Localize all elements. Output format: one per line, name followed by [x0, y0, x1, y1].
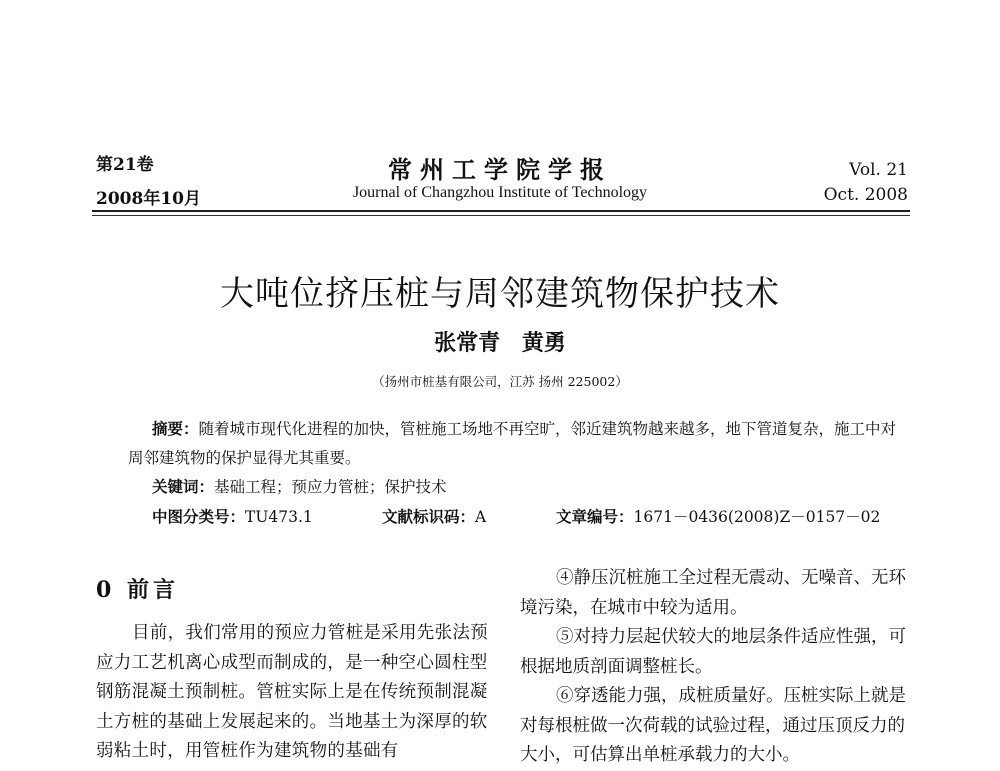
- doc-code-value: A: [475, 508, 487, 526]
- abstract: [128, 414, 898, 473]
- abstract-text: 随着城市现代化进程的加快，管桩施工场地不再空旷，邻近建筑物越来越多，地下管道复杂，施工中对周邻建筑物的保护显得尤其重要。: [128, 420, 897, 467]
- clc-value: TU473.1: [245, 508, 313, 526]
- body-paragraph: ⑤对持力层起伏较大的地层条件适应性强，可根据地质剖面调整桩长。: [520, 627, 906, 677]
- body-paragraph: ④静压沉桩施工全过程无震动、无噪音、无环境污染，在城市中较为适用。: [520, 568, 906, 618]
- volume-label: 第21卷: [96, 155, 154, 175]
- issue-date-label-en: Oct. 2008: [823, 185, 908, 205]
- issue-date-label: 2008年10月: [96, 189, 201, 209]
- volume-label-en: Vol. 21: [849, 160, 908, 180]
- author-affiliation: （扬州市桩基有限公司，江苏 扬州 225002）: [372, 374, 628, 389]
- keywords: [152, 475, 447, 497]
- body-paragraph: ⑥穿透能力强，成桩质量好。压桩实际上就是对每根桩做一次荷载的试验过程，通过压顶反力的大小，可估算出单桩承载力的大小。: [520, 686, 906, 765]
- keywords-text: 基础工程；预应力管桩；保护技术: [214, 478, 447, 496]
- doc-code-label: 文献标识码：: [382, 507, 476, 526]
- article-no-label: 文章编号：: [556, 507, 634, 526]
- journal-title-cn: 常州工学院学报: [388, 155, 612, 184]
- document-code: [382, 505, 486, 527]
- article-no-value: 1671－0436(2008)Z－0157－02: [633, 508, 881, 526]
- body-right-column: [520, 564, 914, 771]
- header-rule-thin: [92, 215, 910, 216]
- article-title: 大吨位挤压桩与周邻建筑物保护技术: [220, 274, 780, 314]
- article-number: [556, 505, 880, 527]
- section-heading: 0 前言: [96, 577, 179, 603]
- article-authors: 张常青 黄勇: [434, 330, 566, 356]
- keywords-label: 关键词：: [152, 477, 215, 496]
- clc-number: [152, 505, 313, 527]
- clc-label: 中图分类号：: [152, 507, 246, 526]
- body-left-column: 目前，我们常用的预应力管桩是采用先张法预应力工艺机离心成型而制成的，是一种空心圆柱型钢筋混凝土预制桩。管桩实际上是在传统预制混凝土方桩的基础上发展起来的。当地基土为深厚的软弱粘土时，用管桩作为建筑物的基础有: [96, 623, 488, 761]
- journal-title-en: Journal of Changzhou Institute of Technology: [352, 184, 648, 201]
- abstract-label: 摘要：: [152, 419, 199, 438]
- header-rule-thick: [92, 210, 910, 212]
